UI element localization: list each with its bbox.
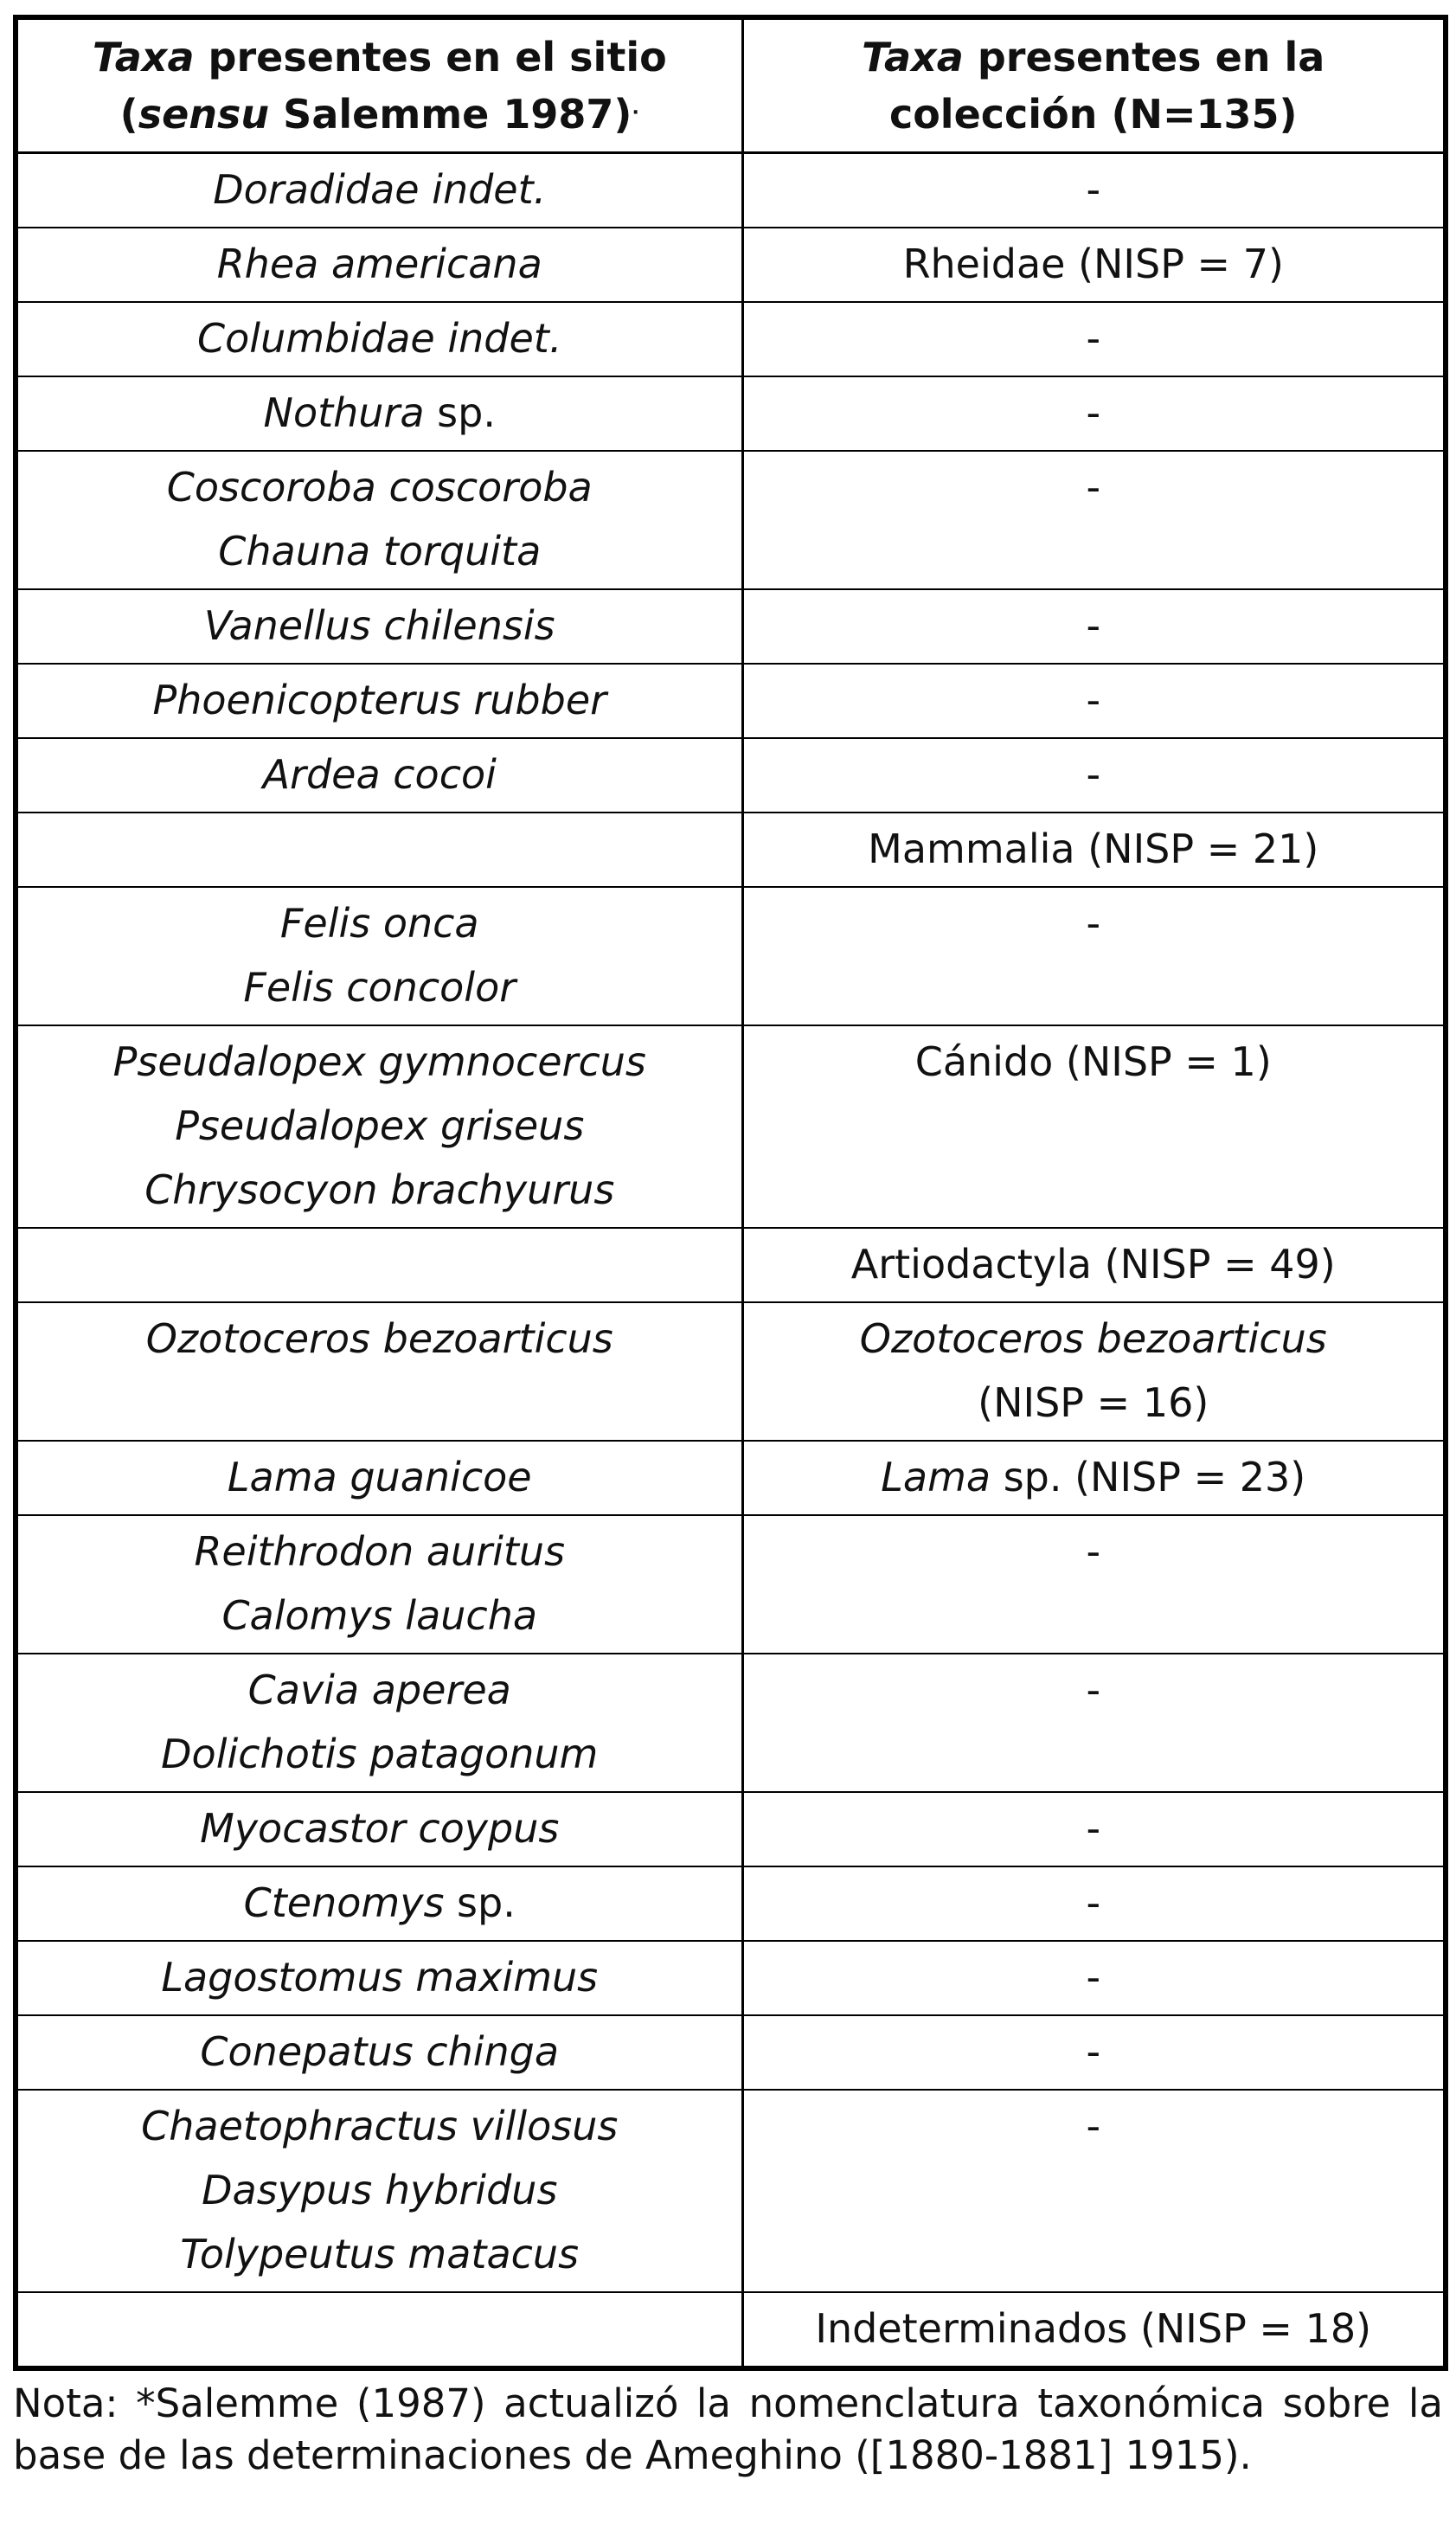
collection-taxa-cell <box>742 1515 1446 1654</box>
collection-taxon-value: Mammalia (NISP = 21) <box>868 825 1319 872</box>
collection-taxa-cell <box>742 302 1446 376</box>
collection-taxa-cell <box>742 887 1446 1025</box>
header-site-sensu: sensu <box>138 91 270 138</box>
site-taxa-cell <box>16 1654 742 1792</box>
collection-taxon-value: - <box>1086 2103 1101 2149</box>
site-taxon-name: Lagostomus maximus <box>161 1954 599 2001</box>
site-taxon-name: Cavia aperea <box>247 1667 511 1713</box>
taxa-table-body <box>16 153 1446 2369</box>
collection-taxon-value: - <box>1086 1954 1101 2001</box>
site-taxa-cell <box>16 376 742 451</box>
table-row <box>16 1302 1446 1441</box>
site-taxa-cell <box>16 1866 742 1941</box>
collection-taxa-cell <box>742 1941 1446 2015</box>
site-taxon-name: Reithrodon auritus <box>194 1528 566 1575</box>
site-taxa-cell <box>16 664 742 738</box>
site-taxon-name: Rhea americana <box>216 241 542 287</box>
collection-taxa-cell <box>742 664 1446 738</box>
header-site-source: Salemme 1987) <box>269 91 632 138</box>
collection-taxon-value: - <box>1086 602 1101 649</box>
table-row <box>16 302 1446 376</box>
collection-taxa-cell <box>742 1654 1446 1792</box>
collection-taxon-value: - <box>1086 1528 1101 1575</box>
table-row <box>16 228 1446 302</box>
site-taxa-cell <box>16 1941 742 2015</box>
site-taxon-name: Felis concolor <box>243 964 516 1011</box>
taxa-table <box>13 15 1448 2371</box>
collection-taxon-value: - <box>1086 166 1101 213</box>
collection-taxa-cell <box>742 451 1446 589</box>
site-taxa-cell <box>16 1515 742 1654</box>
table-row <box>16 1866 1446 1941</box>
collection-taxon-count: (NISP = 16) <box>978 1379 1209 1426</box>
header-collection-count: colección (N=135) <box>888 91 1298 138</box>
site-taxon-name: Felis onca <box>279 900 479 947</box>
collection-taxon-count: sp. (NISP = 23) <box>991 1454 1306 1500</box>
site-taxon-name: Lama guanicoe <box>227 1454 532 1500</box>
site-taxon-name: Ardea cocoi <box>262 751 497 798</box>
site-taxa-cell <box>16 1792 742 1866</box>
table-row <box>16 1515 1446 1654</box>
site-taxon-name: Vanellus chilensis <box>203 602 555 649</box>
site-taxon-name: Chrysocyon brachyurus <box>144 1166 615 1213</box>
table-note: Nota: *Salemme (1987) actualizó la nomenclatura taxonómica sobre la base de las determinaciones de Ameghino ([1880-1881] 1915). <box>13 2380 1443 2478</box>
site-taxon-name: Pseudalopex griseus <box>175 1102 585 1149</box>
collection-taxon-value: - <box>1086 1805 1101 1852</box>
table-row <box>16 813 1446 887</box>
table-row <box>16 2292 1446 2368</box>
table-row <box>16 1228 1446 1302</box>
collection-taxon-value: - <box>1086 1879 1101 1926</box>
collection-taxon-value: Indeterminados (NISP = 18) <box>815 2305 1372 2352</box>
site-taxon-name: Conepatus chinga <box>200 2028 560 2075</box>
site-taxa-cell <box>16 887 742 1025</box>
collection-taxa-cell <box>742 738 1446 813</box>
collection-taxon-value: - <box>1086 677 1101 723</box>
header-site-taxa <box>16 17 742 153</box>
header-site-taxa-word: Taxa <box>92 34 195 80</box>
site-taxon-name: Chauna torquita <box>218 528 542 575</box>
table-row <box>16 887 1446 1025</box>
collection-taxon-value: Artiodactyla (NISP = 49) <box>850 1241 1336 1288</box>
site-taxa-cell <box>16 738 742 813</box>
table-row <box>16 1025 1446 1228</box>
table-header-row <box>16 17 1446 153</box>
site-taxon-name: Phoenicopterus rubber <box>152 677 607 723</box>
table-row <box>16 738 1446 813</box>
table-row <box>16 1941 1446 2015</box>
table-row <box>16 451 1446 589</box>
site-taxon-name: Columbidae indet. <box>197 315 562 362</box>
header-collection-taxa-word: Taxa <box>862 34 964 80</box>
collection-taxon-value: - <box>1086 1667 1101 1713</box>
collection-taxon-value: - <box>1086 389 1101 436</box>
header-site-mark: . <box>632 97 639 119</box>
site-taxon-name: Dasypus hybridus <box>202 2167 558 2213</box>
site-taxa-cell <box>16 2015 742 2090</box>
site-taxon-name: Chaetophractus villosus <box>141 2103 619 2149</box>
collection-taxa-cell <box>742 1025 1446 1228</box>
collection-taxa-cell <box>742 813 1446 887</box>
site-taxa-cell <box>16 2292 742 2368</box>
site-taxa-cell <box>16 1025 742 1228</box>
table-row <box>16 2090 1446 2292</box>
table-row <box>16 589 1446 664</box>
collection-taxa-cell <box>742 376 1446 451</box>
collection-taxon-genus: Lama <box>881 1454 991 1500</box>
collection-taxon-name: Ozotoceros bezoarticus <box>859 1315 1327 1362</box>
taxa-table-figure <box>13 15 1443 2482</box>
collection-taxa-cell <box>742 153 1446 228</box>
collection-taxon-value: - <box>1086 751 1101 798</box>
collection-taxon-value: Cánido (NISP = 1) <box>914 1038 1272 1085</box>
header-site-paren: ( <box>119 91 138 138</box>
table-row <box>16 1441 1446 1515</box>
site-taxa-cell <box>16 813 742 887</box>
table-row <box>16 1654 1446 1792</box>
collection-taxa-cell <box>742 2015 1446 2090</box>
table-row <box>16 664 1446 738</box>
collection-taxa-cell <box>742 589 1446 664</box>
site-taxa-cell <box>16 228 742 302</box>
site-taxa-cell <box>16 451 742 589</box>
site-taxon-name: Ozotoceros bezoarticus <box>145 1315 613 1362</box>
collection-taxa-cell <box>742 228 1446 302</box>
collection-taxon-value: - <box>1086 2028 1101 2075</box>
collection-taxa-cell <box>742 2090 1446 2292</box>
collection-taxon-value: - <box>1086 900 1101 947</box>
collection-taxa-cell <box>742 1441 1446 1515</box>
header-collection-text: presentes en la <box>963 34 1325 80</box>
site-taxa-cell <box>16 1228 742 1302</box>
site-taxa-cell <box>16 1302 742 1441</box>
header-site-text: presentes en el sitio <box>194 34 667 80</box>
site-taxa-cell <box>16 2090 742 2292</box>
site-taxon-name: Dolichotis patagonum <box>161 1731 599 1777</box>
site-taxon-name: Coscoroba coscoroba <box>166 464 593 511</box>
table-row <box>16 376 1446 451</box>
collection-taxon-value: Rheidae (NISP = 7) <box>902 241 1284 287</box>
site-taxa-cell <box>16 302 742 376</box>
site-taxon-name: Myocastor coypus <box>200 1805 560 1852</box>
site-taxon-genus: Ctenomys <box>243 1879 445 1926</box>
collection-taxa-cell <box>742 1228 1446 1302</box>
site-taxon-suffix: sp. <box>444 1879 516 1926</box>
site-taxon-name: Calomys laucha <box>221 1592 538 1639</box>
site-taxon-suffix: sp. <box>424 389 496 436</box>
site-taxon-genus: Nothura <box>263 389 425 436</box>
collection-taxon-value: - <box>1086 464 1101 511</box>
collection-taxa-cell <box>742 1866 1446 1941</box>
collection-taxa-cell <box>742 1792 1446 1866</box>
site-taxon-name: Tolypeutus matacus <box>180 2231 580 2277</box>
collection-taxon-value: - <box>1086 315 1101 362</box>
site-taxon-name: Pseudalopex gymnocercus <box>112 1038 646 1085</box>
site-taxon-name: Doradidae indet. <box>213 166 547 213</box>
site-taxa-cell <box>16 589 742 664</box>
site-taxa-cell <box>16 1441 742 1515</box>
table-row <box>16 1792 1446 1866</box>
table-row <box>16 153 1446 228</box>
table-row <box>16 2015 1446 2090</box>
collection-taxa-cell <box>742 1302 1446 1441</box>
header-collection-taxa <box>742 17 1446 153</box>
site-taxa-cell <box>16 153 742 228</box>
collection-taxa-cell <box>742 2292 1446 2368</box>
